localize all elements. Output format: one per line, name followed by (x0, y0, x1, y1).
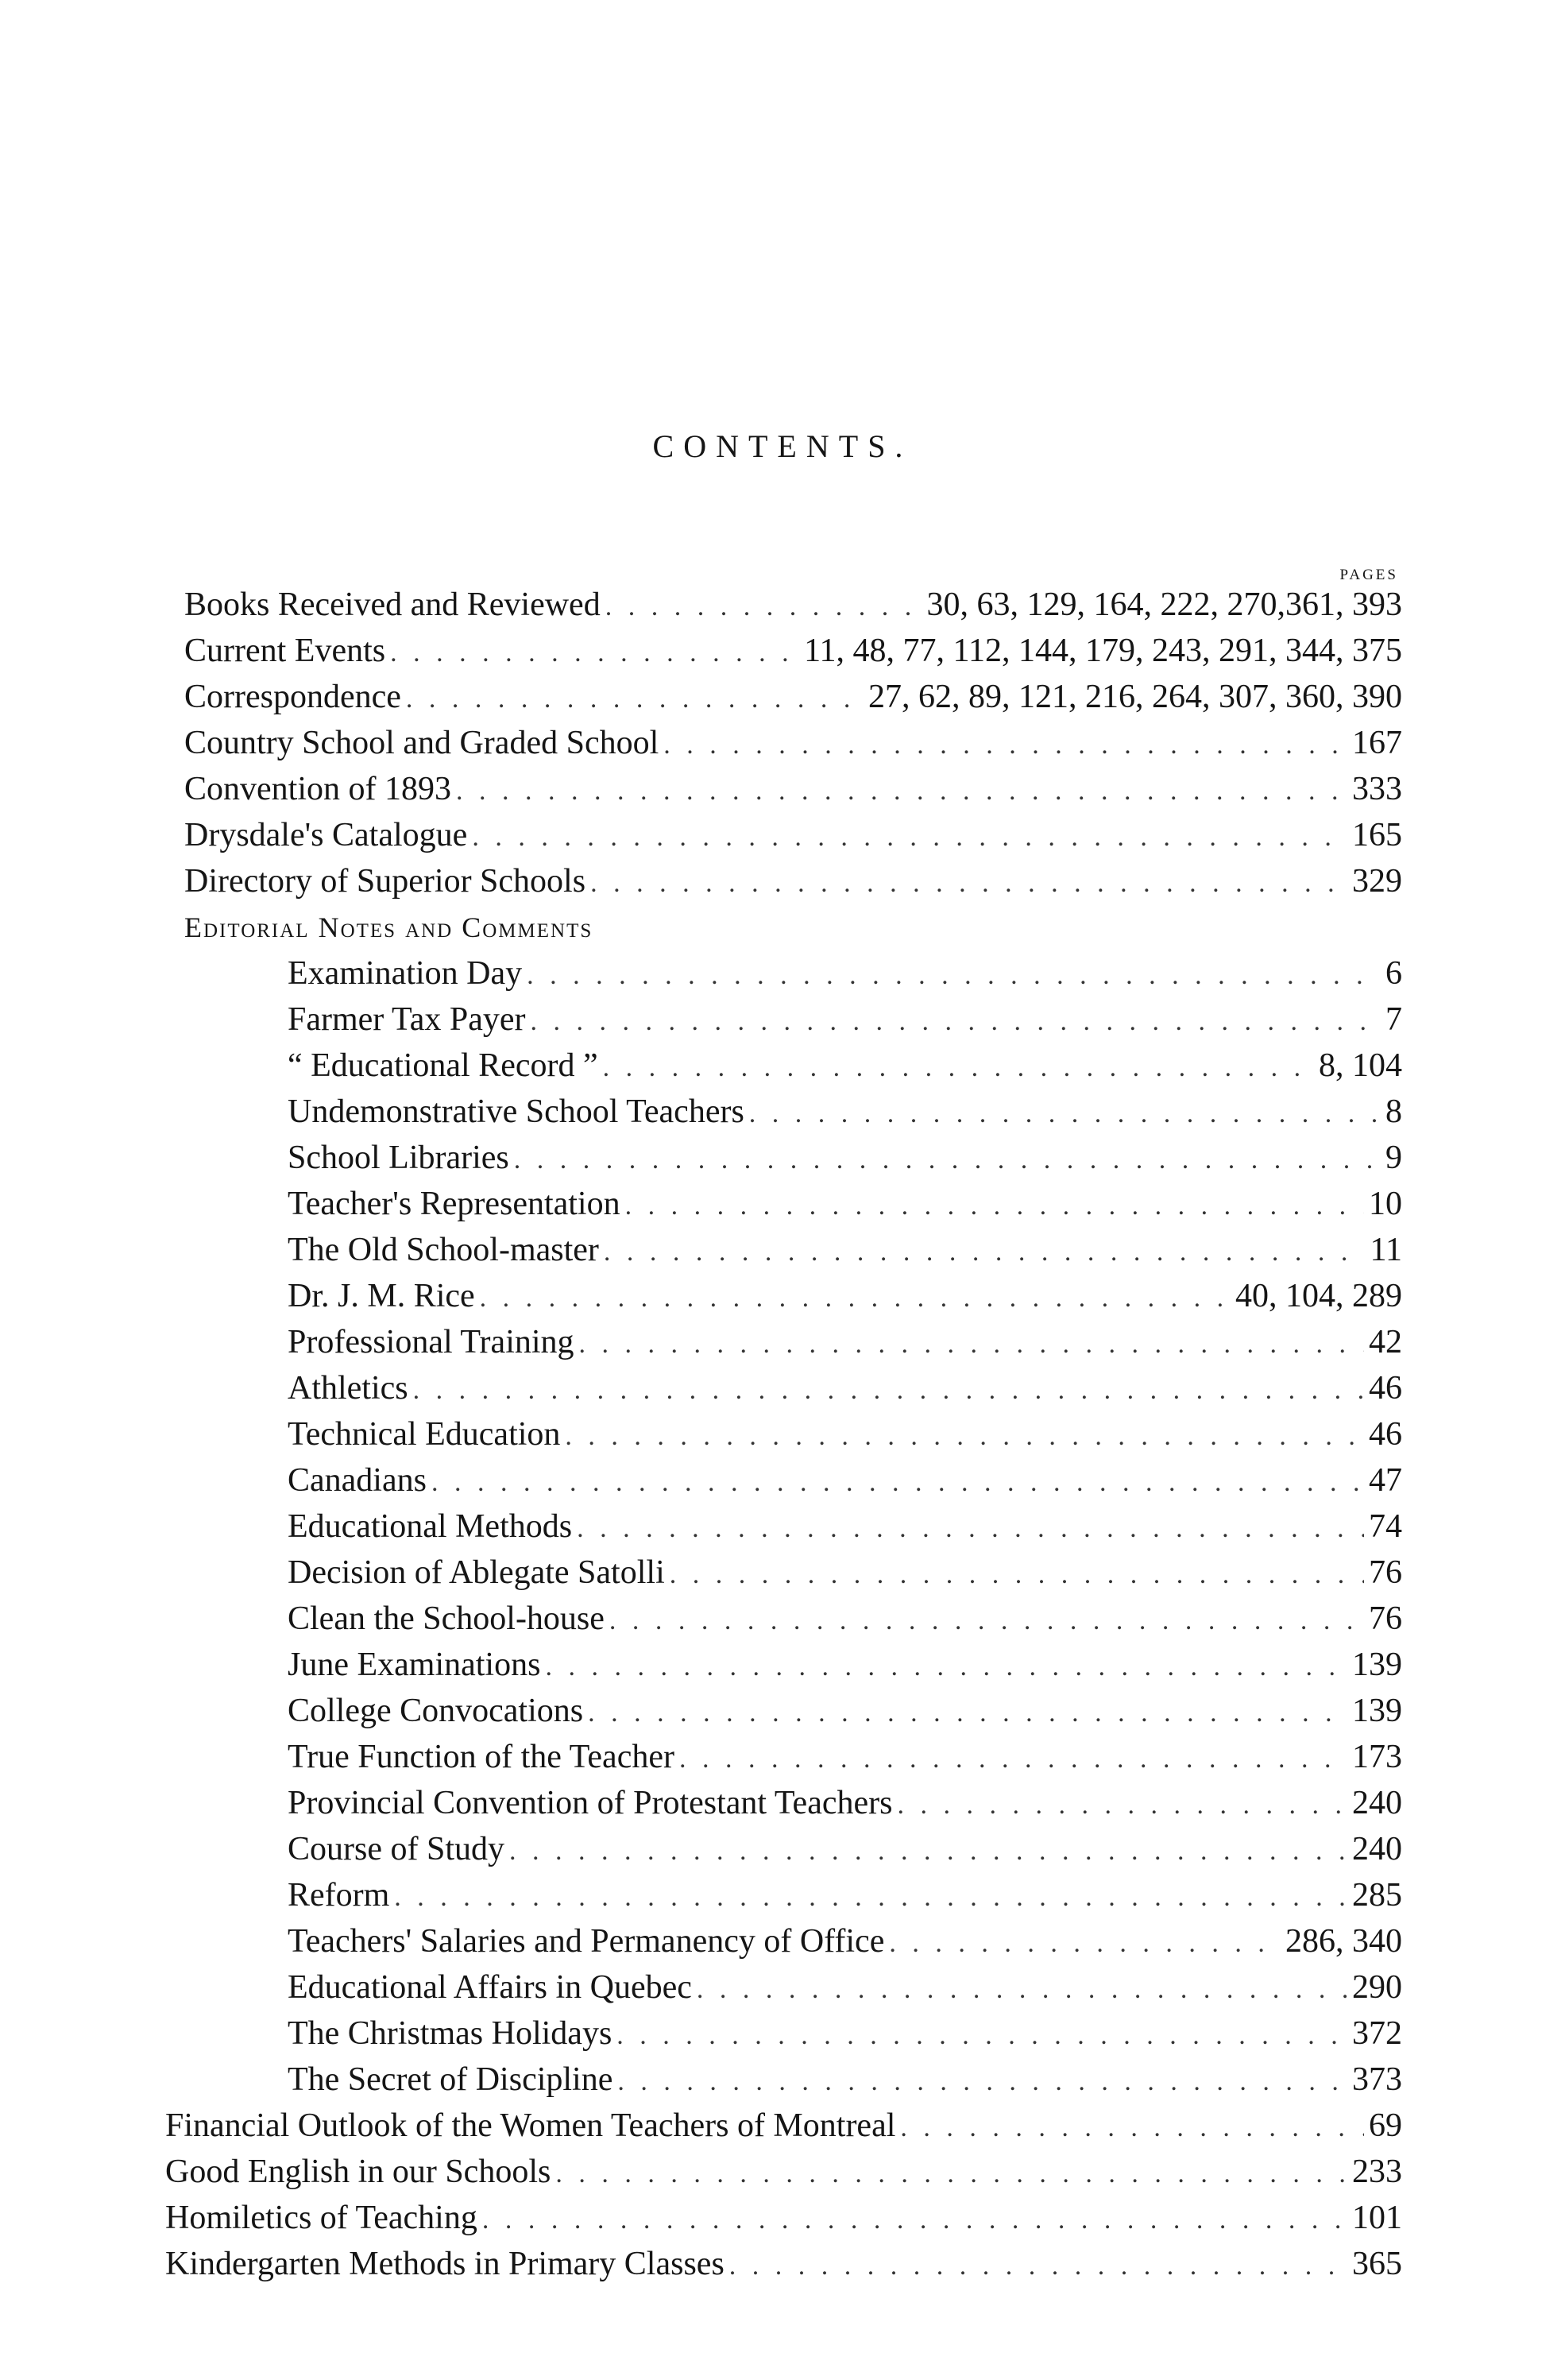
toc-subentry[interactable] (288, 1596, 1402, 1642)
entry-pages: 7 (1385, 1001, 1402, 1038)
entry-pages: 46 (1369, 1370, 1402, 1407)
entry-title: The Christmas Holidays (288, 2015, 612, 2052)
leader-dots (456, 768, 1347, 812)
toc-subentry[interactable] (288, 1642, 1402, 1688)
entry-pages: 8, 104 (1319, 1047, 1402, 1084)
leader-dots (604, 1229, 1366, 1273)
entry-title: Directory of Superior Schools (184, 863, 586, 900)
entry-pages: 40, 104, 289 (1235, 1278, 1402, 1314)
leader-dots (617, 2059, 1347, 2103)
toc-entry[interactable] (184, 674, 1402, 720)
entry-pages: 11 (1370, 1232, 1402, 1268)
entry-title: Professional Training (288, 1324, 574, 1360)
entry-title: Current Events (184, 633, 386, 669)
entry-pages: 27, 62, 89, 121, 216, 264, 307, 360, 390 (868, 679, 1402, 715)
leader-dots (565, 1414, 1364, 1457)
entry-pages: 6 (1385, 955, 1402, 992)
leader-dots (603, 1045, 1314, 1089)
leader-dots (609, 1598, 1364, 1642)
entry-pages: 30, 63, 129, 164, 222, 270,361, 393 (926, 586, 1402, 623)
entry-title: Undemonstrative School Teachers (288, 1093, 744, 1130)
entry-pages: 74 (1369, 1508, 1402, 1545)
entry-title: Homiletics of Teaching (165, 2200, 477, 2236)
leader-dots (527, 953, 1381, 997)
entry-pages: 47 (1369, 1462, 1402, 1499)
leader-dots (394, 1875, 1347, 1918)
leader-dots (545, 1644, 1347, 1688)
entry-title: Kindergarten Methods in Primary Classes (165, 2246, 725, 2282)
toc-subentry[interactable] (288, 2010, 1402, 2057)
toc-subentry[interactable] (288, 1918, 1402, 1964)
entry-pages: 372 (1352, 2015, 1402, 2052)
entry-pages: 76 (1369, 1554, 1402, 1591)
entry-pages: 373 (1352, 2061, 1402, 2098)
leader-dots (670, 1552, 1364, 1596)
entry-pages: 333 (1352, 771, 1402, 807)
entry-pages: 11, 48, 77, 112, 144, 179, 243, 291, 344, 375 (804, 633, 1402, 669)
entry-pages: 290 (1352, 1969, 1402, 2006)
entry-title: June Examinations (288, 1647, 541, 1683)
toc-subentry[interactable] (288, 1043, 1402, 1089)
toc-entry[interactable] (184, 812, 1402, 858)
entry-pages: 101 (1352, 2200, 1402, 2236)
entry-title: School Libraries (288, 1140, 509, 1176)
entry-title: Drysdale's Catalogue (184, 817, 468, 853)
entry-title: Books Received and Reviewed (184, 586, 601, 623)
entry-title: Teacher's Representation (288, 1186, 620, 1222)
leader-dots (555, 2151, 1347, 2195)
entry-title: Reform (288, 1877, 390, 1914)
entry-pages: 10 (1369, 1186, 1402, 1222)
leader-dots (431, 1460, 1364, 1503)
entry-title: Decision of Ablegate Satolli (288, 1554, 665, 1591)
toc-subentry[interactable] (288, 1872, 1402, 1918)
entry-title: True Function of the Teacher (288, 1739, 674, 1775)
leader-dots (482, 2197, 1347, 2241)
toc-subentry[interactable] (288, 1319, 1402, 1365)
leader-dots (679, 1736, 1347, 1780)
entry-title: The Old School-master (288, 1232, 599, 1268)
entry-pages: 285 (1352, 1877, 1402, 1914)
leader-dots (413, 1368, 1364, 1411)
leader-dots (749, 1091, 1381, 1135)
toc-entry[interactable] (165, 2241, 1402, 2287)
leader-dots (406, 676, 864, 720)
entry-pages: 240 (1352, 1785, 1402, 1821)
leader-dots (897, 1782, 1347, 1826)
toc-subentry[interactable] (288, 2057, 1402, 2103)
entry-pages: 167 (1352, 725, 1402, 761)
leader-dots (729, 2243, 1347, 2287)
entry-pages: 8 (1385, 1093, 1402, 1130)
toc-subentry[interactable] (288, 1734, 1402, 1780)
entry-pages: 173 (1352, 1739, 1402, 1775)
toc-subentry[interactable] (288, 1089, 1402, 1135)
leader-dots (579, 1322, 1364, 1365)
leader-dots (509, 1829, 1347, 1872)
toc-subentry[interactable] (288, 997, 1402, 1043)
leader-dots (390, 630, 799, 674)
entry-pages: 365 (1352, 2246, 1402, 2282)
leader-dots (616, 2013, 1347, 2057)
entry-title: Teachers' Salaries and Permanency of Office (288, 1923, 885, 1960)
entry-title: Country School and Graded School (184, 725, 659, 761)
entry-pages: 240 (1352, 1831, 1402, 1867)
entry-title: Good English in our Schools (165, 2154, 551, 2190)
entry-pages: 9 (1385, 1140, 1402, 1176)
toc-subentry[interactable] (288, 1503, 1402, 1550)
entry-pages: 329 (1352, 863, 1402, 900)
toc-entry[interactable] (184, 720, 1402, 766)
toc-entry[interactable] (165, 2103, 1402, 2149)
leader-dots (588, 1690, 1347, 1734)
leader-dots (514, 1137, 1381, 1181)
entry-pages: 46 (1369, 1416, 1402, 1453)
leader-dots (590, 861, 1347, 904)
toc-subentry[interactable] (288, 1411, 1402, 1457)
toc-entry[interactable] (165, 2149, 1402, 2195)
toc-entry[interactable] (184, 582, 1402, 628)
entry-pages: 139 (1352, 1693, 1402, 1729)
entry-title: Canadians (288, 1462, 427, 1499)
entry-title: Farmer Tax Payer (288, 1001, 526, 1038)
leader-dots (900, 2105, 1364, 2149)
toc-subentry[interactable] (288, 1457, 1402, 1503)
toc-subentry[interactable] (288, 1181, 1402, 1227)
toc-subentry[interactable] (288, 1826, 1402, 1872)
entry-pages: 69 (1369, 2107, 1402, 2144)
leader-dots (625, 1183, 1364, 1227)
entry-title: Financial Outlook of the Women Teachers of Montreal (165, 2107, 896, 2144)
entry-title: Convention of 1893 (184, 771, 451, 807)
entry-title: Athletics (288, 1370, 408, 1407)
toc-subentry[interactable] (288, 1964, 1402, 2010)
page-title: CONTENTS. (652, 428, 913, 464)
toc-subentry[interactable] (288, 950, 1402, 997)
toc-subentry[interactable] (288, 1688, 1402, 1734)
toc-subentry[interactable] (288, 1135, 1402, 1181)
toc-subentry[interactable] (288, 1365, 1402, 1411)
toc-subentry[interactable] (288, 1780, 1402, 1826)
leader-dots (663, 722, 1347, 766)
leader-dots (697, 1967, 1347, 2010)
toc-entry[interactable] (184, 766, 1402, 812)
toc-entry[interactable] (184, 628, 1402, 674)
entry-title: Course of Study (288, 1831, 504, 1867)
entry-pages: 286, 340 (1285, 1923, 1402, 1960)
entry-pages: 165 (1352, 817, 1402, 853)
entry-title: The Secret of Discipline (288, 2061, 613, 2098)
entry-title: Educational Methods (288, 1508, 573, 1545)
entry-title: Clean the School-house (288, 1600, 605, 1637)
toc-entry[interactable] (184, 858, 1402, 904)
entry-title: “ Educational Record ” (288, 1047, 598, 1084)
entry-title: Correspondence (184, 679, 401, 715)
leader-dots (605, 584, 922, 628)
leader-dots (531, 999, 1381, 1043)
leader-dots (577, 1506, 1364, 1550)
entry-title: Educational Affairs in Quebec (288, 1969, 692, 2006)
entry-title: College Convocations (288, 1693, 584, 1729)
toc-subentry[interactable] (288, 1550, 1402, 1596)
entry-title: Technical Education (288, 1416, 561, 1453)
entry-title: Examination Day (288, 955, 523, 992)
toc-subentry[interactable] (288, 1273, 1402, 1319)
pages-column-label: PAGES (1339, 567, 1398, 583)
section-heading-editorial: Editorial Notes and Comments (184, 911, 593, 943)
toc-subentry[interactable] (288, 1227, 1402, 1273)
leader-dots (480, 1275, 1231, 1319)
entry-pages: 76 (1369, 1600, 1402, 1637)
leader-dots (472, 815, 1347, 858)
entry-pages: 233 (1352, 2154, 1402, 2190)
entry-pages: 139 (1352, 1647, 1402, 1683)
entry-pages: 42 (1369, 1324, 1402, 1360)
leader-dots (889, 1921, 1281, 1964)
entry-title: Dr. J. M. Rice (288, 1278, 475, 1314)
toc-entry[interactable] (165, 2195, 1402, 2241)
entry-title: Provincial Convention of Protestant Teachers (288, 1785, 893, 1821)
